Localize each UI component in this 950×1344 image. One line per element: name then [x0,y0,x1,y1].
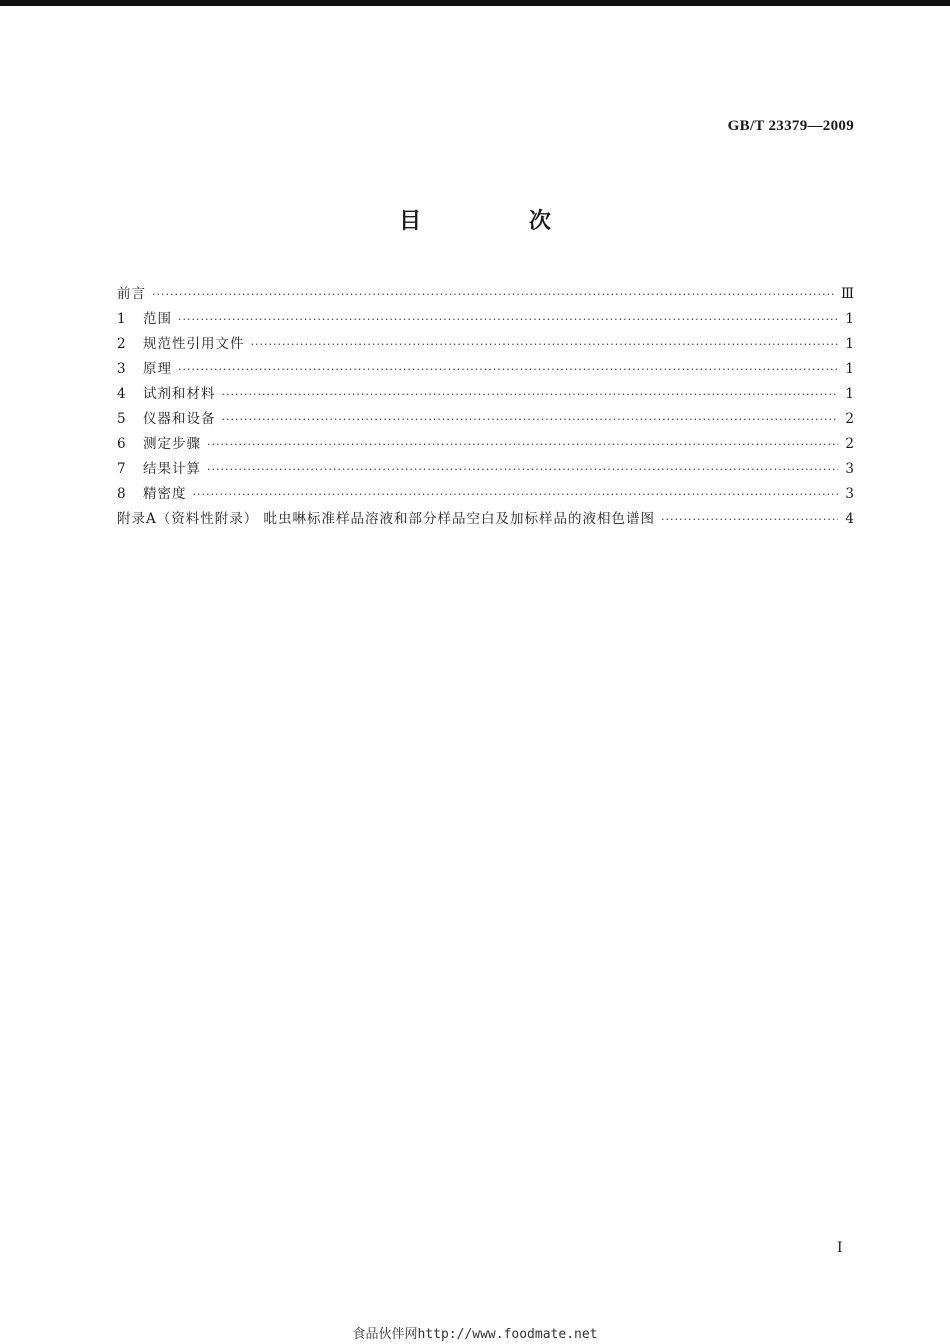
toc-entry-page: 4 [845,511,854,527]
standard-number: GB/T 23379—2009 [727,118,854,134]
toc-entry-number: 6 [117,436,126,452]
toc-entry-label: 测定步骤 [143,436,201,452]
toc-entry-number: 8 [117,486,126,502]
toc-entry-procedure[interactable] [117,432,854,457]
toc-entry-label: 仪器和设备 [143,411,216,427]
toc-entry-page: 3 [845,486,854,502]
toc-entry-number: 2 [117,336,126,352]
toc-entry-page: 1 [845,311,854,327]
toc-entry-number: 4 [117,386,126,402]
toc-entry-annex-a[interactable] [117,507,854,532]
toc-leader-dots [152,288,835,301]
toc-entry-scope[interactable] [117,307,854,332]
toc-entry-precision[interactable] [117,482,854,507]
toc-entry-label: 前言 [117,286,146,302]
toc-entry-page: 2 [845,411,854,427]
toc-entry-label: 规范性引用文件 [143,336,245,352]
toc-leader-dots [207,463,838,476]
toc-entry-page: 2 [845,436,854,452]
toc-title: 目 次 [399,209,601,234]
toc-entry-page: Ⅲ [840,286,854,302]
toc-entry-number: 3 [117,361,126,377]
watermark-text: 食品伙伴网http://www.foodmate.net [352,1327,598,1342]
toc-entry-label: 结果计算 [143,461,201,477]
toc-entry-page: 1 [845,361,854,377]
top-border [0,0,950,6]
toc-entry-calculation[interactable] [117,457,854,482]
toc-entry-label: 范围 [143,311,172,327]
toc-entry-label: 附录A（资料性附录） 吡虫啉标准样品溶液和部分样品空白及加标样品的液相色谱图 [117,511,656,527]
toc-entry-foreword[interactable] [117,282,854,307]
toc-entry-page: 1 [845,336,854,352]
toc-leader-dots [178,363,838,376]
toc-leader-dots [207,438,838,451]
toc-leader-dots [222,413,839,426]
toc-entry-number: 1 [117,311,126,327]
toc-entry-page: 3 [845,461,854,477]
toc-entry-label: 原理 [143,361,172,377]
toc-entry-label: 试剂和材料 [143,386,216,402]
toc-entry-reagents[interactable] [117,382,854,407]
toc-entry-number: 5 [117,411,126,427]
toc-list [117,282,854,532]
toc-entry-apparatus[interactable] [117,407,854,432]
toc-entry-principle[interactable] [117,357,854,382]
toc-leader-dots [193,488,839,501]
toc-leader-dots [222,388,839,401]
toc-leader-dots [661,513,838,526]
toc-leader-dots [178,313,838,326]
page-number: I [837,1240,843,1256]
toc-entry-number: 7 [117,461,126,477]
toc-entry-label: 精密度 [143,486,187,502]
toc-entry-normative-references[interactable] [117,332,854,357]
toc-entry-page: 1 [845,386,854,402]
toc-leader-dots [251,338,839,351]
